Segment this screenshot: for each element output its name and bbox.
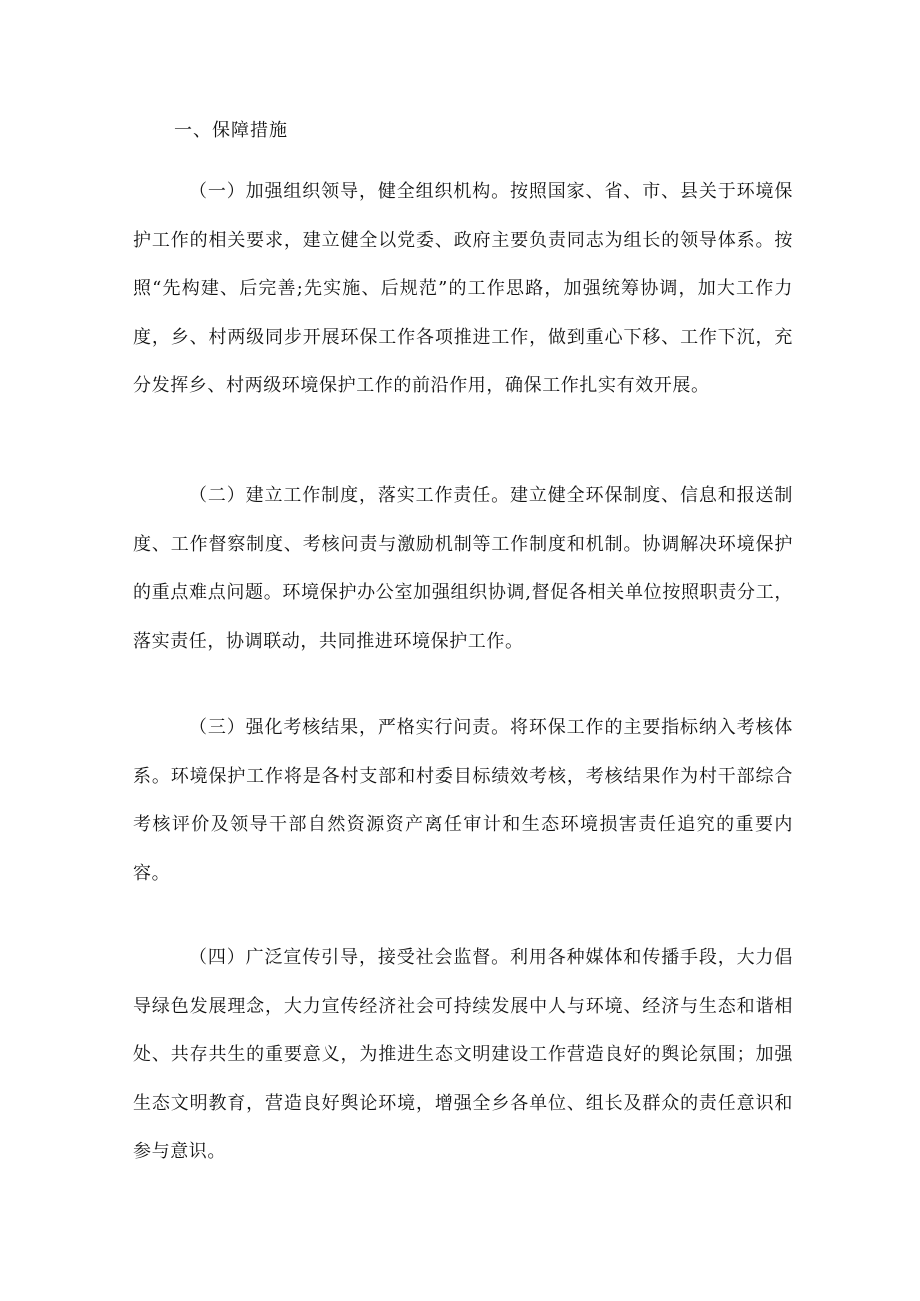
paragraph-4: （四）广泛宣传引导，接受社会监督。利用各种媒体和传播手段，大力倡导绿色发展理念，大力宣传经济社会可持续发展中人与环境、经济与生态和谐相处、共存共生的重要意义，为推进生态文明建设工作营造良好的舆论氛围；加强生态文明教育，营造良好舆论环境，增强全乡各单位、组长及群众的责任意识和参与意识。 (133, 947, 793, 1162)
paragraph-1: （一）加强组织领导，健全组织机构。按照国家、省、市、县关于环境保护工作的相关要求，建立健全以党委、政府主要负责同志为组长的领导体系。按照“先构建、后完善;先实施、后规范”的工作思路，加强统筹协调，加大工作力度，乡、村两级同步开展环保工作各项推进工作，做到重心下移、工作下沉，充分发挥乡、村两级环境保护工作的前沿作用，确保工作扎实有效开展。 (133, 181, 793, 396)
paragraph-2: （二）建立工作制度，落实工作责任。建立健全环保制度、信息和报送制度、工作督察制度、考核问责与激励机制等工作制度和机制。协调解决环境保护的重点难点问题。环境保护办公室加强组织协调,督促各相关单位按照职责分工，落实责任，协调联动，共同推进环境保护工作。 (133, 485, 793, 652)
section-heading: 一、保障措施 (174, 120, 288, 141)
paragraph-3: （三）强化考核结果，严格实行问责。将环保工作的主要指标纳入考核体系。环境保护工作将是各村支部和村委目标绩效考核，考核结果作为村干部综合考核评价及领导干部自然资源资产离任审计和生态环境损害责任追究的重要内容。 (133, 717, 793, 884)
